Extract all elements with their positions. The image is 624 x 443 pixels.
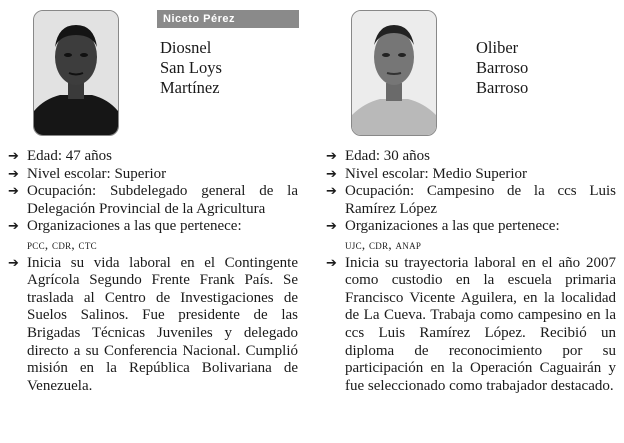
fact-nivel-escolar: ➔ Nivel escolar: Medio Superior bbox=[326, 165, 528, 182]
fact-edad: ➔ Edad: 47 años bbox=[8, 148, 112, 164]
photo-credit: Niceto Pérez bbox=[157, 10, 299, 28]
arrow-right-icon: ➔ bbox=[326, 166, 337, 182]
portrait-illustration bbox=[34, 11, 118, 135]
fact-organizaciones: ➔ Organizaciones a las que pertenece: ujc, cdr, anap bbox=[326, 218, 560, 252]
arrow-right-icon: ➔ bbox=[326, 255, 337, 271]
fact-trayectoria: ➔ Inicia su vida laboral en el Contingente Agrícola Segundo Frente Frank País. Se traslada al Centro de Investigaciones de Suelos Salinos. Fue presidente de las Brigadas Técnicas Juveniles y delegado directo a su Conferencia Nacional. Cumplió misión en la República Bolivariana de Venezuela. bbox=[8, 254, 298, 394]
fact-organizaciones: ➔ Organizaciones a las que pertenece: pcc, cdr, ctc bbox=[8, 218, 242, 252]
arrow-right-icon: ➔ bbox=[8, 149, 19, 164]
fact-ocupacion: ➔ Ocupación: Subdelegado general de la Delegación Provincial de la Agricultura bbox=[8, 183, 298, 217]
name-line-last: Martínez bbox=[160, 78, 220, 97]
fact-trayectoria: ➔ Inicia su trayectoria laboral en el año 2007 como custodio en la escuela primaria Francisco Vicente Aguilera, en la localidad de La Cueva. Trabaja como campesino en la ccs Luis Ramírez López. Recibió un diploma de reconocimiento por su participación en la Operación Caguairán y fue seleccionado como trabajador destacado. bbox=[326, 254, 616, 394]
organizaciones-list: ujc, cdr, anap bbox=[345, 236, 422, 252]
fact-edad: ➔ Edad: 30 años bbox=[326, 148, 430, 164]
person-name bbox=[476, 38, 528, 98]
portrait-photo bbox=[351, 10, 437, 136]
name-line-first: Oliber bbox=[476, 38, 519, 57]
fact-ocupacion: ➔ Ocupación: Campesino de la ccs Luis Ramírez López bbox=[326, 183, 616, 217]
arrow-right-icon: ➔ bbox=[326, 149, 337, 164]
name-line-last: Barroso bbox=[476, 78, 529, 97]
organizaciones-list: pcc, cdr, ctc bbox=[27, 236, 97, 252]
portrait-photo bbox=[33, 10, 119, 136]
portrait-illustration bbox=[352, 11, 436, 135]
arrow-right-icon: ➔ bbox=[8, 184, 19, 200]
arrow-right-icon: ➔ bbox=[326, 219, 337, 235]
arrow-right-icon: ➔ bbox=[326, 184, 337, 200]
person-name bbox=[160, 38, 222, 98]
fact-nivel-escolar: ➔ Nivel escolar: Superior bbox=[8, 165, 167, 182]
name-line-middle: Barroso bbox=[476, 58, 529, 77]
facts-list bbox=[326, 148, 616, 395]
facts-list bbox=[8, 148, 298, 395]
arrow-right-icon: ➔ bbox=[8, 166, 19, 182]
name-line-first: Diosnel bbox=[160, 38, 212, 57]
arrow-right-icon: ➔ bbox=[8, 255, 19, 271]
name-line-middle: San Loys bbox=[160, 58, 222, 77]
arrow-right-icon: ➔ bbox=[8, 219, 19, 235]
